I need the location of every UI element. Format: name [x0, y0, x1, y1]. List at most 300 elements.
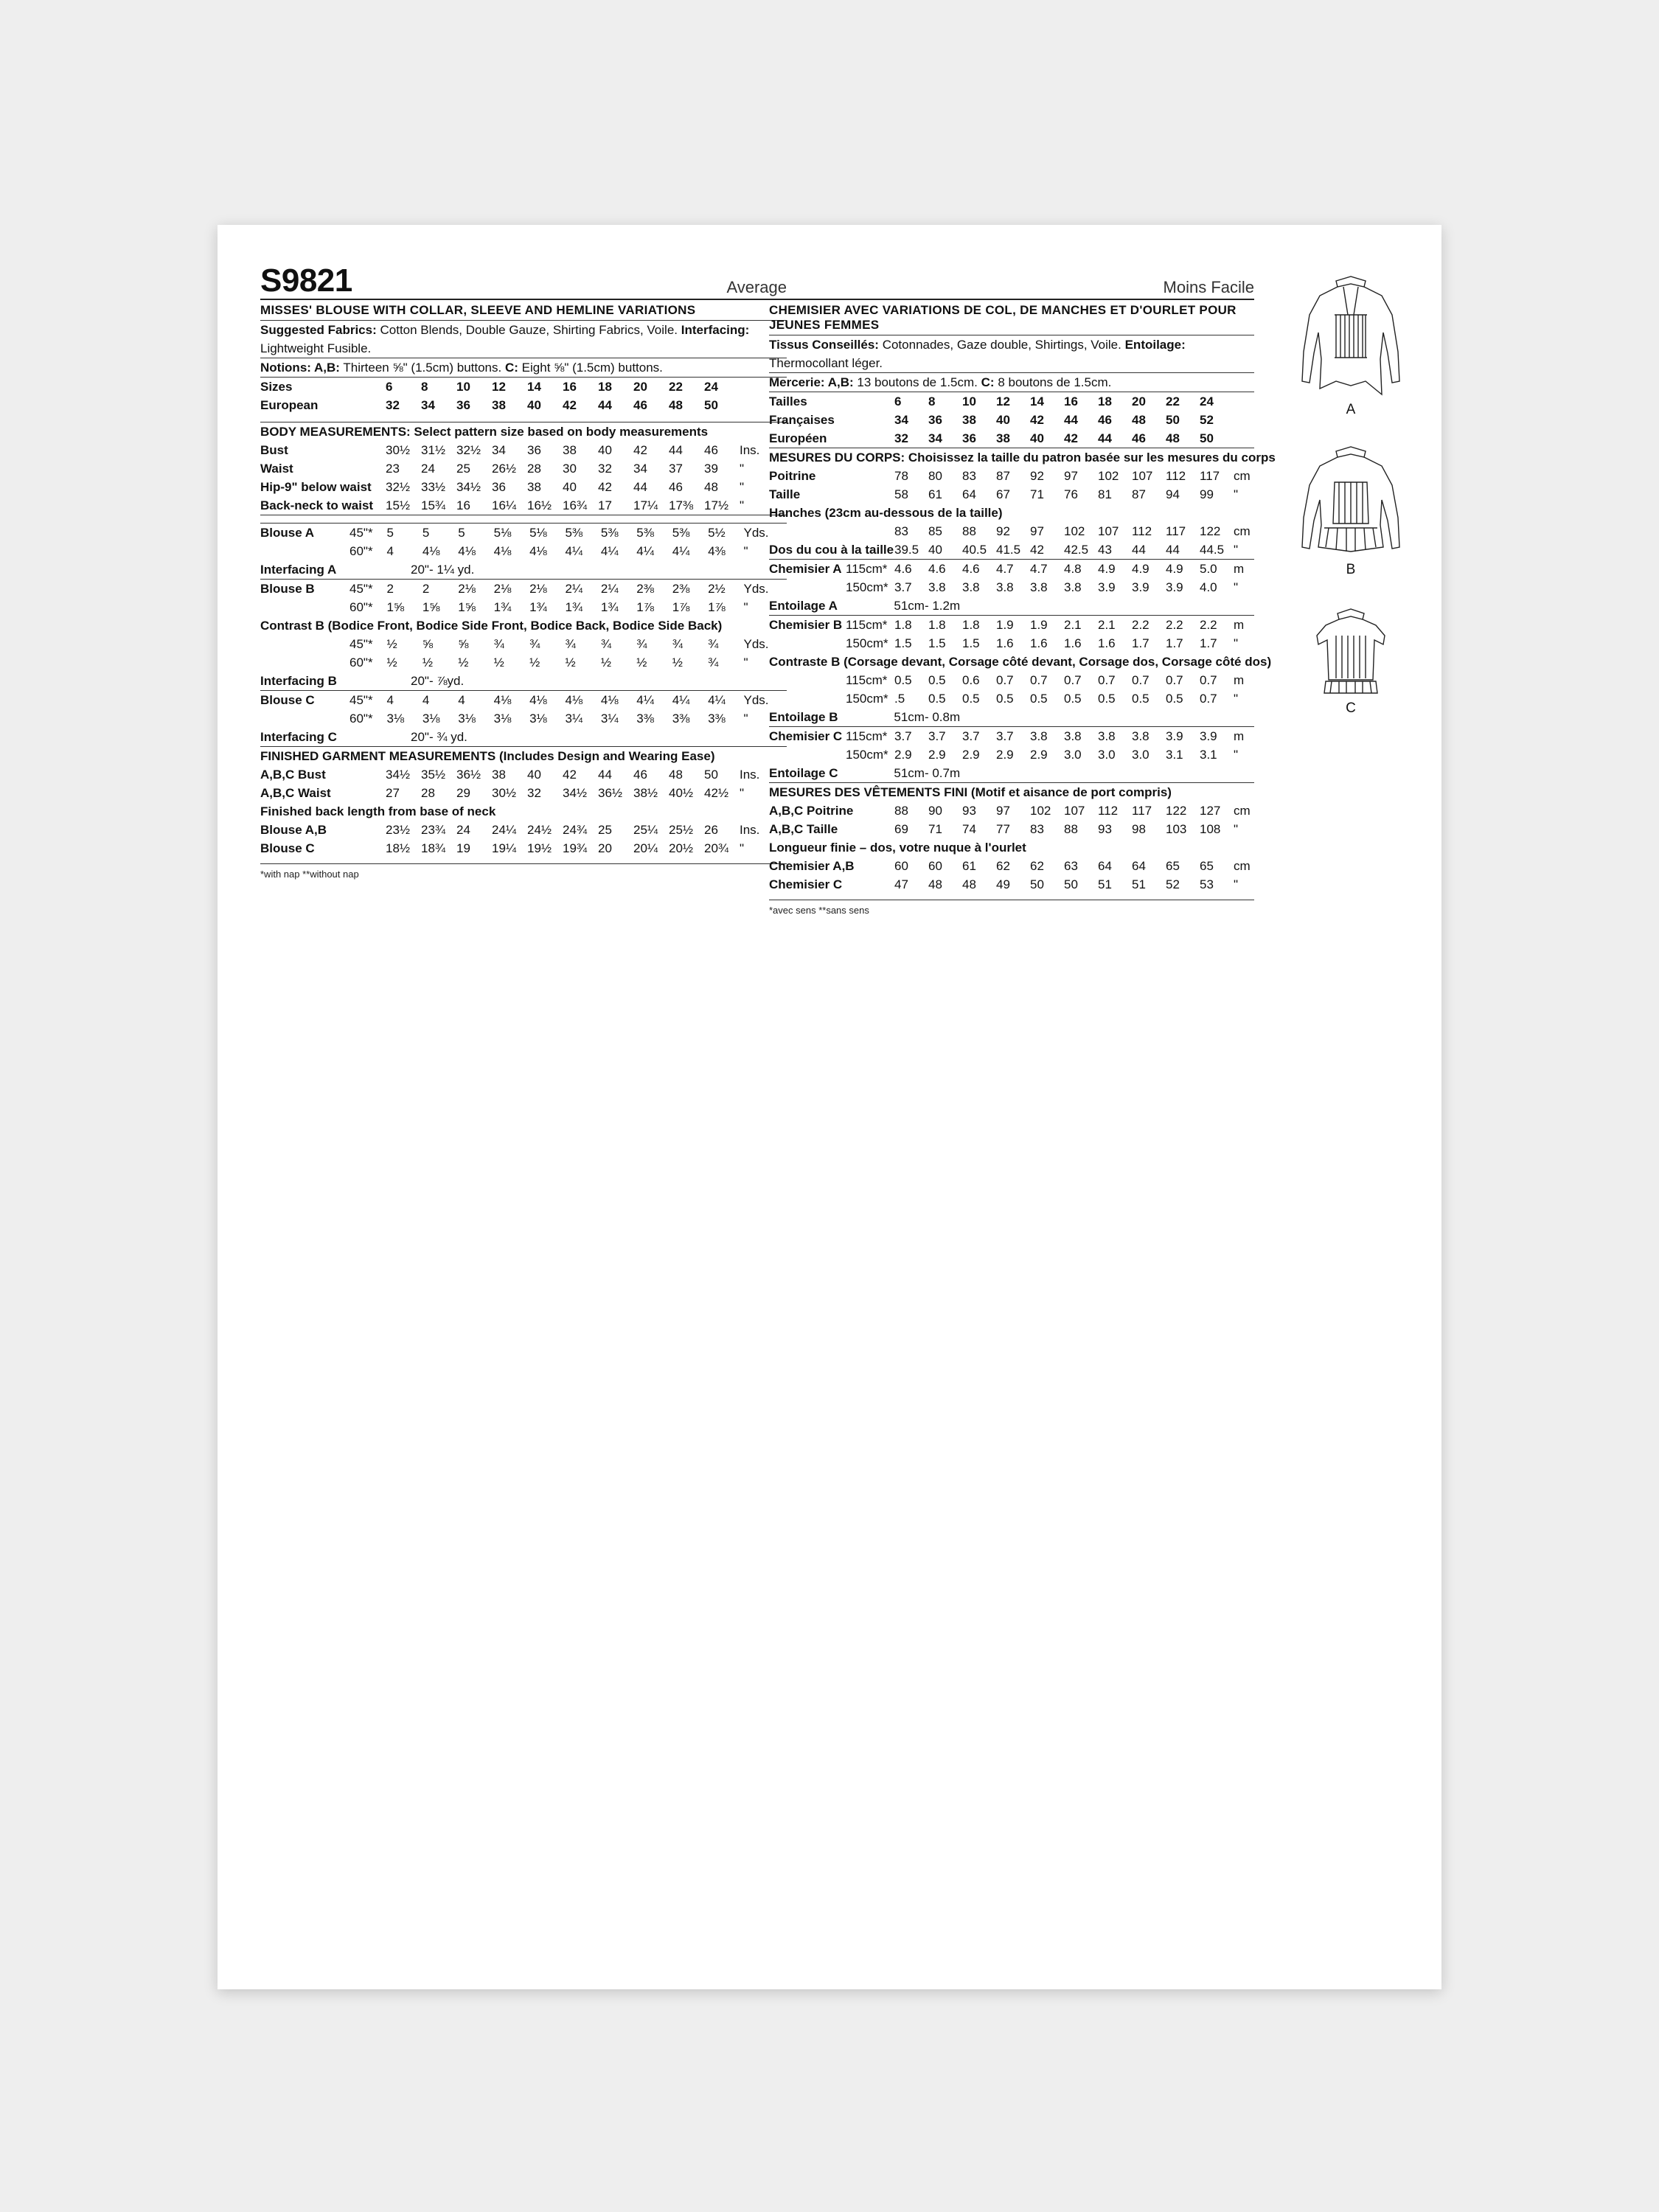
table-cell: 1⅝: [386, 600, 405, 614]
row-label: Tailles: [769, 394, 807, 408]
table-cell: 0.7: [1064, 673, 1082, 687]
table-cell: 60: [894, 859, 908, 873]
table-cell: 40: [1030, 431, 1044, 445]
contrast-b-heading: Contrast B (Bodice Front, Bodice Side Front, Bodice Back, Bodice Side Back): [260, 619, 723, 633]
table-cell: 115cm*: [846, 673, 888, 687]
table-cell: 103: [1166, 822, 1187, 836]
table-cell: 46: [1132, 431, 1146, 445]
table-cell: ¾: [636, 637, 647, 651]
table-cell: 32½: [386, 480, 411, 494]
table-cell: 48: [704, 480, 718, 494]
table-cell: 60"*: [349, 655, 373, 669]
table-cell: 62: [996, 859, 1010, 873]
table-cell: 88: [894, 804, 908, 818]
table-cell: 78: [894, 469, 908, 483]
table-cell: 1.8: [894, 618, 912, 632]
table-cell: 108: [1200, 822, 1221, 836]
fabrics-text-fr: Tissus Conseillés: Cotonnades, Gaze double, Shirtings, Voile. Entoilage: Thermocollant léger.: [769, 338, 1186, 370]
table-cell: 44: [669, 443, 683, 457]
interfacing-c-row-fr: [769, 764, 1254, 782]
row-label: A,B,C Bust: [260, 768, 326, 782]
table-cell: 0.7: [1098, 673, 1116, 687]
table-cell: 29: [456, 786, 470, 800]
table-cell: Yds.: [743, 582, 769, 596]
table-cell: 40: [996, 413, 1010, 427]
table-cell: 3.0: [1064, 748, 1082, 762]
table-cell: 3.7: [894, 729, 912, 743]
table-cell: 1¾: [529, 600, 547, 614]
table-cell: 150cm*: [846, 692, 888, 706]
table-cell: 46: [633, 768, 647, 782]
table-cell: 4.6: [928, 562, 946, 576]
table-cell: 4.8: [1064, 562, 1082, 576]
yardage-b-table-fr: [769, 616, 1254, 653]
table-cell: 45"*: [349, 526, 373, 540]
table-cell: 117: [1132, 804, 1152, 818]
title-bar-fr: [769, 262, 1254, 299]
table-cell: m: [1234, 562, 1245, 576]
table-row: [769, 727, 1254, 745]
table-cell: 4⅛: [529, 544, 547, 558]
table-cell: 50: [1200, 431, 1214, 445]
table-cell: 6: [894, 394, 902, 408]
row-label: Chemisier A,B: [769, 859, 855, 873]
table-cell: 28: [527, 462, 541, 476]
table-cell: 115cm*: [846, 729, 888, 743]
contrast-b-table-fr: [769, 671, 1254, 708]
table-cell: 46: [704, 443, 718, 457]
table-cell: 80: [928, 469, 942, 483]
table-cell: 5: [386, 526, 394, 540]
garment-title: MISSES' BLOUSE WITH COLLAR, SLEEVE AND HEMLINE VARIATIONS: [260, 299, 787, 320]
table-row: [260, 524, 787, 542]
table-cell: 112: [1098, 804, 1119, 818]
table-cell: ": [740, 480, 745, 494]
table-cell: 25½: [669, 823, 694, 837]
table-cell: 2.2: [1166, 618, 1183, 632]
table-cell: 16: [1064, 394, 1078, 408]
table-cell: 40: [527, 398, 541, 412]
table-cell: 3.7: [928, 729, 946, 743]
table-cell: 5⅛: [493, 526, 512, 540]
table-cell: ": [1234, 543, 1239, 557]
table-cell: 1¾: [493, 600, 512, 614]
table-row: [260, 691, 787, 709]
row-label: A,B,C Poitrine: [769, 804, 854, 818]
table-cell: 5⅜: [600, 526, 619, 540]
table-cell: 2½: [708, 582, 726, 596]
table-cell: 14: [1030, 394, 1044, 408]
sketch-label-a: A: [1346, 402, 1356, 417]
table-cell: 3.8: [1064, 580, 1082, 594]
table-cell: 1¾: [600, 600, 619, 614]
table-row: [769, 429, 1266, 448]
table-cell: m: [1234, 618, 1245, 632]
table-cell: 3⅜: [672, 712, 690, 726]
table-cell: 0.5: [1030, 692, 1048, 706]
table-cell: 51cm- 0.7m: [894, 766, 961, 780]
table-cell: 23: [386, 462, 400, 476]
table-cell: 24: [421, 462, 435, 476]
table-cell: 4¼: [708, 693, 726, 707]
table-row: [260, 378, 787, 396]
row-label: Interfacing B: [260, 674, 337, 688]
table-cell: 60"*: [349, 712, 373, 726]
table-cell: 1.6: [996, 636, 1014, 650]
row-label: Taille: [769, 487, 801, 501]
table-cell: 94: [1166, 487, 1180, 501]
table-cell: 3.9: [1166, 729, 1183, 743]
table-cell: 0.5: [1064, 692, 1082, 706]
blouse-a-icon: [1277, 271, 1425, 403]
table-cell: 88: [962, 524, 976, 538]
table-cell: 60: [928, 859, 942, 873]
table-cell: 4.9: [1166, 562, 1183, 576]
table-cell: ": [740, 462, 745, 476]
table-cell: 87: [1132, 487, 1146, 501]
fabrics-text: Suggested Fabrics: Cotton Blends, Double Gauze, Shirting Fabrics, Voile. Interfacing: Lightweight Fusible.: [260, 323, 750, 355]
table-cell: ½: [672, 655, 683, 669]
table-cell: 32: [527, 786, 541, 800]
table-cell: 40: [527, 768, 541, 782]
table-cell: 24: [456, 823, 470, 837]
table-cell: 0.5: [894, 673, 912, 687]
table-row: [260, 784, 787, 802]
row-label: Hip-9" below waist: [260, 480, 372, 494]
table-cell: 2.1: [1064, 618, 1082, 632]
table-cell: 122: [1166, 804, 1187, 818]
table-cell: 25: [456, 462, 470, 476]
table-cell: ½: [422, 655, 434, 669]
table-cell: [1234, 411, 1266, 429]
table-cell: 48: [669, 398, 683, 412]
blouse-b-icon: [1277, 444, 1425, 562]
table-cell: 64: [962, 487, 976, 501]
table-row: [769, 689, 1254, 708]
notions-text-fr: Mercerie: A,B: 13 boutons de 1.5cm. C: 8 boutons de 1.5cm.: [769, 375, 1112, 389]
table-cell: 34: [492, 443, 506, 457]
table-cell: 4: [386, 544, 394, 558]
table-cell: 1.6: [1098, 636, 1116, 650]
interfacing-a-row: [260, 560, 787, 579]
row-label: Back-neck to waist: [260, 498, 374, 512]
table-row: [260, 441, 787, 459]
table-cell: 1¾: [565, 600, 583, 614]
table-cell: 42: [1030, 413, 1044, 427]
table-cell: 36½: [456, 768, 481, 782]
table-cell: 62: [1030, 859, 1044, 873]
table-cell: ½: [386, 655, 397, 669]
row-label: Entoilage C: [769, 766, 838, 780]
table-cell: 12: [996, 394, 1010, 408]
table-cell: ": [740, 498, 745, 512]
table-cell: 63: [1064, 859, 1078, 873]
table-cell: 4¼: [636, 693, 654, 707]
table-cell: 18: [598, 380, 612, 394]
table-cell: 44: [1132, 543, 1146, 557]
table-cell: 1.5: [962, 636, 980, 650]
table-cell: 3.1: [1200, 748, 1217, 762]
row-label: Entoilage B: [769, 710, 838, 724]
table-cell: 3.8: [1098, 729, 1116, 743]
table-cell: 97: [996, 804, 1010, 818]
table-cell: 0.5: [928, 673, 946, 687]
table-cell: 3.9: [1098, 580, 1116, 594]
row-label: [260, 598, 349, 616]
body-measurements-table-fr: [769, 467, 1254, 504]
row-label: [769, 522, 894, 540]
table-cell: 4⅛: [529, 693, 547, 707]
table-row: [260, 635, 787, 653]
blouse-b-back-sketch: [1277, 444, 1425, 577]
row-label: Blouse A,B: [260, 823, 327, 837]
table-cell: 4.6: [962, 562, 980, 576]
table-cell: 71: [1030, 487, 1044, 501]
table-cell: 0.7: [1200, 673, 1217, 687]
table-cell: 5.0: [1200, 562, 1217, 576]
table-cell: ½: [529, 655, 540, 669]
table-row: [769, 411, 1266, 429]
table-cell: 2.1: [1098, 618, 1116, 632]
table-cell: cm: [1234, 859, 1251, 873]
table-cell: 85: [928, 524, 942, 538]
row-label: Blouse C: [260, 693, 315, 707]
table-cell: 52: [1166, 877, 1180, 891]
table-cell: 39: [704, 462, 718, 476]
table-cell: 61: [928, 487, 942, 501]
row-label: European: [260, 398, 319, 412]
table-cell: 4.6: [894, 562, 912, 576]
table-cell: 30: [563, 462, 577, 476]
table-cell: 48: [1166, 431, 1180, 445]
table-cell: 44: [633, 480, 647, 494]
table-row: [769, 485, 1266, 504]
table-cell: 30½: [386, 443, 411, 457]
table-cell: 1⅝: [458, 600, 476, 614]
table-cell: 4⅛: [493, 544, 512, 558]
table-row: [769, 578, 1254, 597]
table-cell: 2.9: [996, 748, 1014, 762]
table-cell: 20½: [669, 841, 694, 855]
notions-text: Notions: A,B: Thirteen ⅝" (1.5cm) buttons. C: Eight ⅝" (1.5cm) buttons.: [260, 361, 663, 375]
table-cell: 1.9: [1030, 618, 1048, 632]
table-cell: 15¾: [421, 498, 446, 512]
table-cell: 115cm*: [846, 562, 888, 576]
table-cell: 117: [1166, 524, 1186, 538]
row-label: Blouse C: [260, 841, 315, 855]
table-cell: 69: [894, 822, 908, 836]
table-cell: Yds.: [743, 637, 769, 651]
table-cell: 8: [421, 380, 428, 394]
table-cell: 83: [962, 469, 976, 483]
table-cell: 40: [563, 480, 577, 494]
table-cell: 32: [894, 431, 908, 445]
table-cell: ½: [458, 655, 469, 669]
table-cell: 127: [1200, 804, 1221, 818]
table-cell: 20"- ⅞yd.: [411, 674, 465, 688]
table-cell: 3.8: [1030, 729, 1048, 743]
table-cell: 61: [962, 859, 976, 873]
table-cell: 107: [1132, 469, 1153, 483]
table-cell: 2⅜: [636, 582, 654, 596]
table-cell: 3¼: [565, 712, 583, 726]
table-cell: ": [740, 786, 745, 800]
table-cell: 0.5: [996, 692, 1014, 706]
table-cell: 0.5: [962, 692, 980, 706]
table-cell: 19¾: [563, 841, 588, 855]
table-cell: ½: [600, 655, 612, 669]
table-cell: 97: [1064, 469, 1078, 483]
finished-measurements-heading-fr: MESURES DES VÊTEMENTS FINI (Motif et aisance de port compris): [769, 785, 1172, 799]
table-cell: 34½: [563, 786, 588, 800]
yardage-a-table: [260, 524, 787, 560]
table-cell: 20: [1132, 394, 1146, 408]
row-label: Interfacing C: [260, 730, 337, 744]
table-cell: 4⅛: [422, 544, 440, 558]
table-cell: 46: [669, 480, 683, 494]
table-cell: ¾: [493, 637, 504, 651]
table-cell: 2¼: [600, 582, 619, 596]
row-label: [769, 689, 846, 708]
table-cell: 18: [1098, 394, 1112, 408]
sketch-label-c: C: [1346, 700, 1356, 716]
row-label: Blouse A: [260, 526, 315, 540]
table-cell: 3.7: [996, 729, 1014, 743]
table-cell: 27: [386, 786, 400, 800]
table-cell: 3⅜: [708, 712, 726, 726]
table-cell: 0.7: [1132, 673, 1150, 687]
table-cell: 28: [421, 786, 435, 800]
table-cell: 43: [1098, 543, 1112, 557]
table-cell: 24: [1200, 394, 1214, 408]
table-cell: 38: [492, 398, 506, 412]
table-cell: 3.7: [894, 580, 912, 594]
table-cell: 42: [1030, 543, 1044, 557]
table-cell: 20: [598, 841, 612, 855]
table-cell: 64: [1098, 859, 1112, 873]
table-row: [260, 765, 787, 784]
table-cell: 44: [1098, 431, 1112, 445]
table-cell: 2⅛: [529, 582, 547, 596]
table-cell: 40.5: [962, 543, 987, 557]
table-cell: 4.7: [996, 562, 1014, 576]
table-cell: 20¾: [704, 841, 729, 855]
table-cell: 34: [928, 431, 942, 445]
pattern-code: S9821: [260, 262, 352, 299]
table-cell: 42.5: [1064, 543, 1089, 557]
table-cell: 38: [527, 480, 541, 494]
row-label: Françaises: [769, 413, 835, 427]
table-cell: 52: [1200, 413, 1214, 427]
table-cell: 4.0: [1200, 580, 1217, 594]
table-cell: 50: [704, 398, 718, 412]
table-cell: 4.9: [1132, 562, 1150, 576]
table-row: [769, 540, 1266, 559]
table-cell: 58: [894, 487, 908, 501]
french-column: [769, 262, 1276, 916]
table-cell: 44: [598, 398, 612, 412]
table-cell: 50: [1064, 877, 1078, 891]
contrast-b-heading-fr: Contraste B (Corsage devant, Corsage côté devant, Corsage dos, Corsage côté dos): [769, 655, 1272, 669]
table-cell: ": [1234, 692, 1239, 706]
table-cell: 4.9: [1098, 562, 1116, 576]
table-cell: 115cm*: [846, 618, 888, 632]
title-bar: [260, 262, 787, 299]
interfacing-c-row: [260, 728, 787, 746]
table-row: [260, 478, 787, 496]
table-cell: 46: [1098, 413, 1112, 427]
table-cell: 102: [1030, 804, 1051, 818]
table-cell: 12: [492, 380, 506, 394]
table-cell: 4: [422, 693, 430, 707]
table-cell: cm: [1234, 469, 1251, 483]
table-cell: 1.9: [996, 618, 1014, 632]
table-cell: 3.0: [1098, 748, 1116, 762]
table-cell: 41.5: [996, 543, 1021, 557]
table-cell: 34: [894, 413, 908, 427]
table-cell: Ins.: [740, 823, 760, 837]
table-cell: .5: [894, 692, 905, 706]
table-cell: 14: [527, 380, 541, 394]
table-row: [769, 634, 1254, 653]
table-cell: 51cm- 0.8m: [894, 710, 961, 724]
table-cell: 3.8: [1064, 729, 1082, 743]
table-cell: 2: [422, 582, 430, 596]
table-row: [769, 467, 1266, 485]
table-cell: 3.1: [1166, 748, 1183, 762]
table-cell: 5⅛: [529, 526, 547, 540]
table-row: [769, 671, 1254, 689]
table-cell: 31½: [421, 443, 446, 457]
table-cell: 17⅜: [669, 498, 694, 512]
table-cell: 40: [598, 443, 612, 457]
finished-measurements-heading: FINISHED GARMENT MEASUREMENTS (Includes Design and Wearing Ease): [260, 749, 715, 763]
table-cell: 34½: [386, 768, 411, 782]
table-cell: ": [743, 544, 748, 558]
table-cell: 4: [458, 693, 465, 707]
table-cell: 39.5: [894, 543, 919, 557]
table-cell: 3.8: [1030, 580, 1048, 594]
finished-measurements-table-fr: [769, 801, 1254, 838]
table-cell: 76: [1064, 487, 1078, 501]
body-measurements-table: [260, 441, 787, 515]
back-length-table-fr: [769, 857, 1254, 894]
table-row: [769, 857, 1266, 875]
table-row: [260, 839, 787, 858]
table-cell: ¾: [708, 637, 719, 651]
table-cell: 36: [527, 443, 541, 457]
table-cell: 3.9: [1132, 580, 1150, 594]
table-row: [260, 672, 787, 690]
table-cell: 4¼: [565, 544, 583, 558]
table-cell: 83: [1030, 822, 1044, 836]
table-cell: 4¼: [672, 693, 690, 707]
table-cell: 93: [962, 804, 976, 818]
table-cell: 4⅛: [600, 693, 619, 707]
table-cell: ½: [636, 655, 647, 669]
table-cell: m: [1234, 729, 1245, 743]
table-cell: ½: [493, 655, 504, 669]
table-cell: ": [1234, 487, 1239, 501]
table-cell: 38: [492, 768, 506, 782]
table-cell: 1⅝: [422, 600, 440, 614]
table-cell: ": [740, 841, 745, 855]
table-cell: 48: [1132, 413, 1146, 427]
table-row: [260, 396, 787, 414]
sketch-label-b: B: [1346, 562, 1356, 577]
table-cell: ": [1234, 580, 1239, 594]
row-label: Entoilage A: [769, 599, 838, 613]
